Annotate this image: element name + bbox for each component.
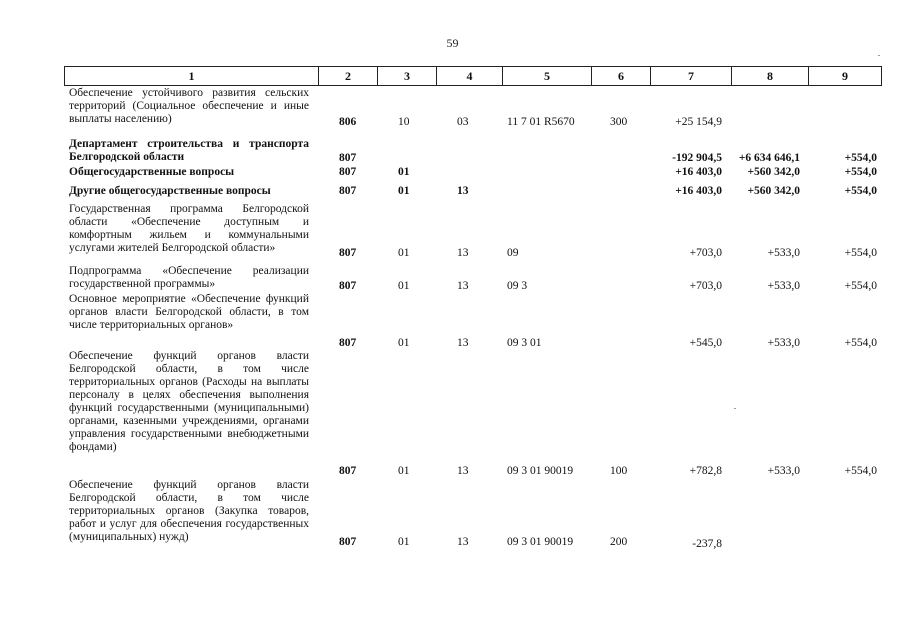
cell-rz: 01	[398, 185, 410, 197]
cell-value-9: +554,0	[844, 185, 877, 197]
scan-speck	[878, 55, 880, 56]
header-col-4: 4	[437, 67, 503, 85]
cell-value-7: +703,0	[689, 280, 722, 292]
header-col-5: 5	[503, 67, 592, 85]
cell-ved: 807	[339, 152, 357, 164]
cell-value-7: -237,8	[692, 538, 722, 550]
cell-ved: 807	[339, 166, 357, 178]
cell-csr: 09 3 01	[507, 337, 542, 349]
cell-vr: 200	[610, 536, 628, 548]
cell-pr: 13	[457, 280, 469, 292]
cell-pr: 13	[457, 465, 469, 477]
cell-pr: 03	[457, 116, 469, 128]
cell-value-8: +533,0	[767, 465, 800, 477]
row-description: Обеспечение функций органов власти Белгородской области, в том числе территориальных органов (Закупка товаров, работ и услуг для обеспечения государственных (муниципальных) нужд)	[69, 479, 309, 543]
row-description: Обеспечение устойчивого развития сельских территорий (Социальное обеспечение и иные выплаты населению)	[69, 87, 309, 125]
cell-csr: 09	[507, 247, 519, 259]
header-col-3: 3	[378, 67, 437, 85]
cell-pr: 13	[457, 337, 469, 349]
cell-ved: 806	[339, 116, 357, 128]
cell-value-9: +554,0	[844, 337, 877, 349]
row-description: Обеспечение функций органов власти Белгородской области, в том числе территориальных органов (Расходы на выплаты персоналу в целях обеспечения выполнения функций государственными (муниципальными) органами, казенными учреждениями, органами управления государственными внебюджетными фондами)	[69, 350, 309, 453]
page-number: 59	[446, 36, 459, 50]
row-description: Основное мероприятие «Обеспечение функций органов власти Белгородской области, в том числе территориальных органов»	[69, 293, 309, 331]
cell-ved: 807	[339, 337, 357, 349]
cell-value-9: +554,0	[844, 166, 877, 178]
row-description: Другие общегосударственные вопросы	[69, 185, 271, 197]
cell-value-9: +554,0	[844, 465, 877, 477]
row-description: Департамент строительства и транспорта Белгородской области	[69, 138, 309, 163]
cell-pr: 13	[457, 185, 469, 197]
cell-ved: 807	[339, 247, 357, 259]
header-col-6: 6	[592, 67, 651, 85]
cell-value-7: +16 403,0	[675, 166, 722, 178]
header-col-1: 1	[65, 67, 319, 85]
cell-value-7: +782,8	[689, 465, 722, 477]
cell-ved: 807	[339, 185, 357, 197]
cell-value-9: +554,0	[844, 247, 877, 259]
cell-csr: 11 7 01 R5670	[507, 116, 575, 128]
cell-vr: 100	[610, 465, 628, 477]
row-description: Общегосударственные вопросы	[69, 166, 235, 178]
cell-value-9: +554,0	[844, 152, 877, 164]
cell-ved: 807	[339, 280, 357, 292]
cell-csr: 09 3 01 90019	[507, 536, 574, 548]
header-col-8: 8	[732, 67, 809, 85]
cell-rz: 01	[398, 465, 410, 477]
cell-vr: 300	[610, 116, 628, 128]
cell-rz: 01	[398, 166, 410, 178]
cell-csr: 09 3 01 90019	[507, 465, 574, 477]
cell-value-7: +703,0	[689, 247, 722, 259]
header-col-9: 9	[842, 69, 848, 83]
cell-ved: 807	[339, 536, 357, 548]
cell-value-7: +545,0	[689, 337, 722, 349]
cell-ved: 807	[339, 465, 357, 477]
cell-value-8: +533,0	[767, 247, 800, 259]
cell-value-8: +560 342,0	[747, 166, 800, 178]
header-col-2: 2	[319, 67, 378, 85]
cell-value-7: +25 154,9	[675, 116, 722, 128]
row-description: Подпрограмма «Обеспечение реализации государственной программы»	[69, 265, 309, 290]
cell-value-8: +560 342,0	[747, 185, 800, 197]
cell-pr: 13	[457, 536, 469, 548]
cell-value-9: +554,0	[844, 280, 877, 292]
cell-value-8: +533,0	[767, 280, 800, 292]
row-description: Государственная программа Белгородской области «Обеспечение доступным и комфортным жильем и коммунальными услугами жителей Белгородской области»	[69, 203, 309, 254]
scan-speck	[734, 408, 736, 409]
table-header	[64, 66, 882, 86]
cell-value-7: -192 904,5	[672, 152, 722, 164]
cell-rz: 10	[398, 116, 410, 128]
cell-rz: 01	[398, 280, 410, 292]
header-col-7: 7	[651, 67, 732, 85]
cell-rz: 01	[398, 536, 410, 548]
cell-csr: 09 3	[507, 280, 528, 292]
cell-rz: 01	[398, 247, 410, 259]
cell-value-8: +533,0	[767, 337, 800, 349]
cell-pr: 13	[457, 247, 469, 259]
cell-rz: 01	[398, 337, 410, 349]
cell-value-7: +16 403,0	[675, 185, 722, 197]
cell-value-8: +6 634 646,1	[738, 152, 800, 164]
